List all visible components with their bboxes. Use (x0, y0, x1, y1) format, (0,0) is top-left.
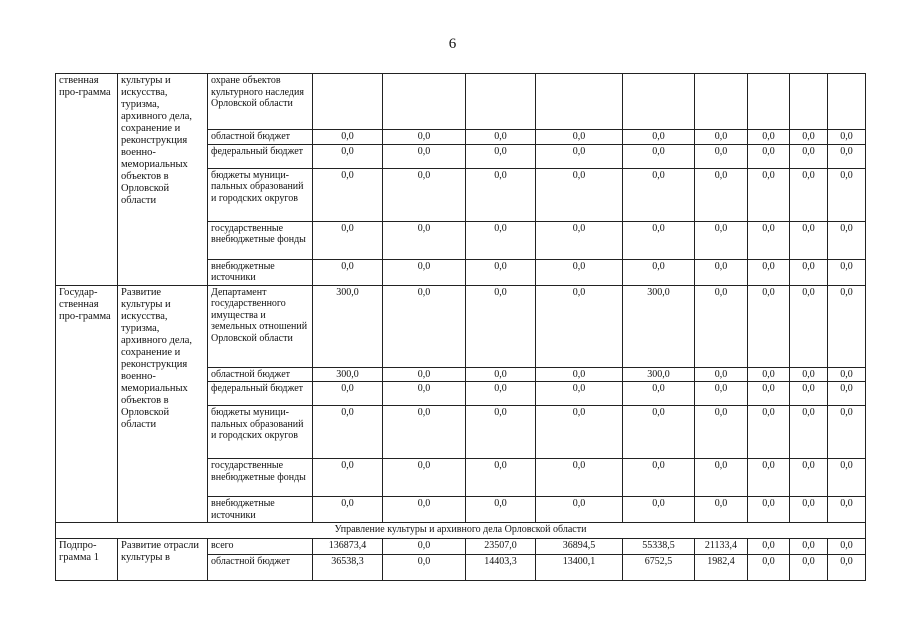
value-cell: 0,0 (383, 130, 466, 145)
funding-source-cell: охране объектов культурного наследия Орловской области (208, 74, 313, 130)
section-title: Управление культуры и архивного дела Орловской области (56, 523, 866, 539)
value-cell: 0,0 (536, 382, 623, 406)
program-name-cell: Развитие культуры и искусства, туризма, архивного дела, сохранение и реконструкция военно-мемориальных объектов в Орловской области (118, 285, 208, 523)
funding-source-cell: федеральный бюджет (208, 382, 313, 406)
value-cell (536, 74, 623, 130)
value-cell: 0,0 (313, 168, 383, 221)
value-cell: 0,0 (623, 459, 695, 497)
value-cell: 0,0 (748, 259, 790, 285)
value-cell: 0,0 (828, 539, 866, 555)
value-cell: 300,0 (623, 285, 695, 367)
value-cell: 0,0 (466, 221, 536, 259)
value-cell: 0,0 (313, 497, 383, 523)
value-cell: 0,0 (383, 367, 466, 382)
value-cell: 0,0 (313, 259, 383, 285)
funding-source-cell: областной бюджет (208, 555, 313, 581)
value-cell: 0,0 (383, 406, 466, 459)
table-row (56, 74, 866, 130)
value-cell: 300,0 (313, 367, 383, 382)
value-cell: 0,0 (828, 382, 866, 406)
value-cell: 0,0 (748, 285, 790, 367)
value-cell: 0,0 (828, 459, 866, 497)
funding-source-cell: бюджеты муници-пальных образований и городских округов (208, 168, 313, 221)
program-status-cell: ственная про-грамма (56, 74, 118, 286)
value-cell: 0,0 (790, 459, 828, 497)
value-cell: 0,0 (695, 259, 748, 285)
value-cell (748, 74, 790, 130)
value-cell: 0,0 (466, 497, 536, 523)
value-cell: 0,0 (623, 144, 695, 168)
value-cell: 0,0 (623, 406, 695, 459)
funding-source-cell: государственные внебюджетные фонды (208, 459, 313, 497)
value-cell: 0,0 (828, 367, 866, 382)
value-cell: 0,0 (313, 382, 383, 406)
value-cell: 0,0 (790, 221, 828, 259)
funding-source-cell: внебюджетные источники (208, 259, 313, 285)
value-cell: 0,0 (790, 130, 828, 145)
value-cell: 0,0 (313, 221, 383, 259)
value-cell: 0,0 (828, 497, 866, 523)
value-cell (695, 74, 748, 130)
value-cell: 0,0 (313, 406, 383, 459)
value-cell: 0,0 (828, 221, 866, 259)
value-cell: 136873,4 (313, 539, 383, 555)
value-cell: 0,0 (536, 459, 623, 497)
value-cell (466, 74, 536, 130)
value-cell: 0,0 (623, 221, 695, 259)
value-cell: 0,0 (790, 406, 828, 459)
value-cell: 0,0 (536, 168, 623, 221)
value-cell: 36894,5 (536, 539, 623, 555)
value-cell: 0,0 (790, 285, 828, 367)
value-cell: 14403,3 (466, 555, 536, 581)
value-cell: 0,0 (748, 168, 790, 221)
value-cell: 0,0 (790, 259, 828, 285)
program-name-cell: культуры и искусства, туризма, архивного дела, сохранение и реконструкция военно-мемориальных объектов в Орловской области (118, 74, 208, 286)
table-row (56, 539, 866, 555)
funding-source-cell: федеральный бюджет (208, 144, 313, 168)
value-cell: 0,0 (466, 382, 536, 406)
funding-source-cell: всего (208, 539, 313, 555)
value-cell: 0,0 (695, 130, 748, 145)
value-cell: 0,0 (748, 539, 790, 555)
program-name-cell: Развитие отрасли культуры в (118, 539, 208, 581)
value-cell (383, 74, 466, 130)
value-cell: 300,0 (313, 285, 383, 367)
value-cell: 0,0 (748, 144, 790, 168)
value-cell: 0,0 (623, 259, 695, 285)
value-cell: 23507,0 (466, 539, 536, 555)
value-cell: 0,0 (748, 497, 790, 523)
value-cell: 0,0 (383, 497, 466, 523)
value-cell: 0,0 (828, 406, 866, 459)
value-cell: 0,0 (623, 168, 695, 221)
value-cell: 0,0 (790, 382, 828, 406)
value-cell: 0,0 (466, 285, 536, 367)
value-cell: 0,0 (695, 382, 748, 406)
value-cell: 0,0 (383, 285, 466, 367)
value-cell: 0,0 (828, 285, 866, 367)
value-cell: 0,0 (466, 130, 536, 145)
funding-source-cell: областной бюджет (208, 130, 313, 145)
value-cell: 0,0 (383, 382, 466, 406)
value-cell: 0,0 (748, 221, 790, 259)
value-cell: 21133,4 (695, 539, 748, 555)
value-cell (790, 74, 828, 130)
value-cell: 0,0 (748, 382, 790, 406)
value-cell: 55338,5 (623, 539, 695, 555)
value-cell: 1982,4 (695, 555, 748, 581)
value-cell: 0,0 (695, 168, 748, 221)
program-status-cell: Государ-ственная про-грамма (56, 285, 118, 523)
table-row (56, 285, 866, 367)
value-cell: 0,0 (383, 144, 466, 168)
value-cell: 6752,5 (623, 555, 695, 581)
value-cell: 0,0 (623, 497, 695, 523)
value-cell: 36538,3 (313, 555, 383, 581)
value-cell: 0,0 (383, 221, 466, 259)
value-cell: 0,0 (790, 144, 828, 168)
value-cell: 0,0 (828, 259, 866, 285)
value-cell: 13400,1 (536, 555, 623, 581)
value-cell: 0,0 (536, 130, 623, 145)
value-cell: 0,0 (466, 259, 536, 285)
value-cell: 0,0 (695, 367, 748, 382)
value-cell: 0,0 (828, 130, 866, 145)
value-cell: 0,0 (466, 168, 536, 221)
program-status-cell: Подпро-грамма 1 (56, 539, 118, 581)
value-cell: 0,0 (383, 555, 466, 581)
value-cell: 0,0 (536, 259, 623, 285)
value-cell: 0,0 (828, 144, 866, 168)
value-cell: 0,0 (466, 459, 536, 497)
value-cell: 0,0 (790, 539, 828, 555)
value-cell: 0,0 (536, 221, 623, 259)
funding-source-cell: государственные внебюджетные фонды (208, 221, 313, 259)
value-cell: 0,0 (383, 259, 466, 285)
value-cell: 0,0 (623, 382, 695, 406)
value-cell: 0,0 (536, 406, 623, 459)
value-cell: 0,0 (748, 130, 790, 145)
value-cell: 0,0 (828, 555, 866, 581)
funding-source-cell: областной бюджет (208, 367, 313, 382)
value-cell: 0,0 (536, 144, 623, 168)
value-cell: 0,0 (383, 168, 466, 221)
budget-table (55, 73, 866, 581)
value-cell (313, 74, 383, 130)
value-cell: 0,0 (695, 497, 748, 523)
value-cell: 0,0 (466, 144, 536, 168)
value-cell: 0,0 (790, 367, 828, 382)
value-cell: 0,0 (790, 168, 828, 221)
funding-source-cell: Департамент государственного имущества и земельных отношений Орловской области (208, 285, 313, 367)
value-cell: 0,0 (383, 459, 466, 497)
value-cell: 0,0 (790, 555, 828, 581)
value-cell: 0,0 (695, 144, 748, 168)
value-cell: 0,0 (536, 285, 623, 367)
value-cell: 0,0 (695, 285, 748, 367)
value-cell: 0,0 (748, 406, 790, 459)
value-cell: 300,0 (623, 367, 695, 382)
value-cell: 0,0 (313, 459, 383, 497)
value-cell: 0,0 (828, 168, 866, 221)
value-cell: 0,0 (748, 367, 790, 382)
funding-source-cell: бюджеты муници-пальных образований и городских округов (208, 406, 313, 459)
value-cell: 0,0 (623, 130, 695, 145)
value-cell: 0,0 (313, 144, 383, 168)
value-cell (623, 74, 695, 130)
value-cell: 0,0 (748, 459, 790, 497)
value-cell: 0,0 (695, 221, 748, 259)
value-cell: 0,0 (466, 367, 536, 382)
value-cell: 0,0 (695, 459, 748, 497)
section-row (56, 523, 866, 539)
value-cell: 0,0 (313, 130, 383, 145)
value-cell: 0,0 (536, 367, 623, 382)
value-cell: 0,0 (695, 406, 748, 459)
value-cell: 0,0 (536, 497, 623, 523)
value-cell (828, 74, 866, 130)
value-cell: 0,0 (748, 555, 790, 581)
value-cell: 0,0 (383, 539, 466, 555)
value-cell: 0,0 (466, 406, 536, 459)
page-number: 6 (448, 36, 457, 52)
value-cell: 0,0 (790, 497, 828, 523)
funding-source-cell: внебюджетные источники (208, 497, 313, 523)
